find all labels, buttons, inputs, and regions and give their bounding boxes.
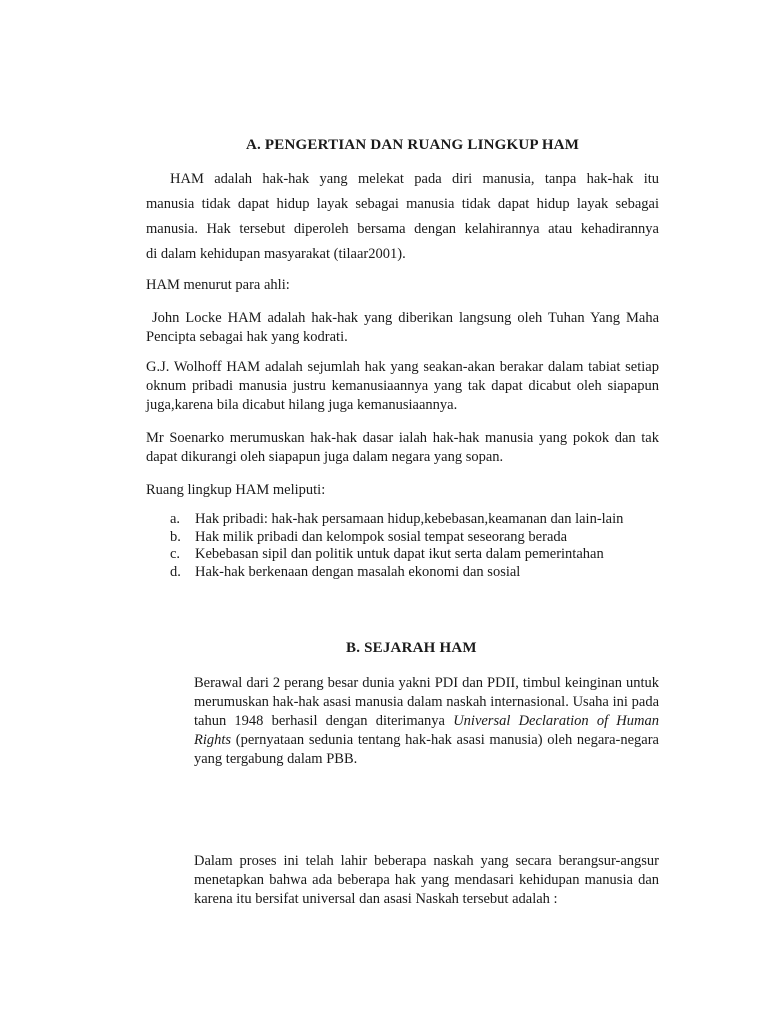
intro-line: manusia. Hak tersebut diperoleh bersama dengan kelahirannya atau kehadirannya [146, 221, 659, 237]
list-marker: d. [170, 563, 181, 580]
soenarko-paragraph: Mr Soenarko merumuskan hak-hak dasar ialah hak-hak manusia yang pokok dan tak dapat dikurangi oleh siapapun juga dalam negara yang sopan. [146, 430, 659, 465]
list-item-text: Kebebasan sipil dan politik untuk dapat ikut serta dalam pemerintahan [195, 546, 604, 562]
locke-paragraph: John Locke HAM adalah hak-hak yang diberikan langsung oleh Tuhan Yang Maha Pencipta sebagai hak yang kodrati. [146, 310, 663, 345]
intro-line: manusia tidak dapat hidup layak sebagai manusia tidak dapat hidup layak sebagai [146, 196, 659, 212]
experts-label: HAM menurut para ahli: [146, 277, 290, 293]
section-a-heading: A. PENGERTIAN DAN RUANG LINGKUP HAM [246, 137, 580, 153]
section-a-intro [146, 167, 659, 267]
list-marker: a. [170, 511, 181, 527]
scope-label: Ruang lingkup HAM meliputi: [146, 482, 326, 498]
scope-list [170, 511, 670, 581]
list-item-text: Hak pribadi: hak-hak persamaan hidup,kebebasan,keamanan dan lain-lain [195, 511, 624, 527]
documents-paragraph: Dalam proses ini telah lahir beberapa naskah yang secara berangsur-angsur menetapkan bahwa ada beberapa hak yang mendasari kehidupan manusia dan karena itu bersifat universal dan asasi Naskah tersebut adalah : [194, 853, 659, 907]
intro-line: HAM adalah hak-hak yang melekat pada diri manusia, tanpa hak-hak itu [170, 171, 659, 187]
history-text-start: Berawal dari 2 perang besar dunia yakni PDI dan PDII, timbul keinginan untuk merumuskan hak-hak asasi manusia dalam naskah internasional. Usaha ini pada tahun 1948 berhasil dengan diterimanya [194, 675, 659, 729]
list-marker: c. [170, 546, 181, 562]
history-paragraph [194, 674, 659, 769]
list-item [170, 564, 670, 582]
intro-line: di dalam kehidupan masyarakat (tilaar2001). [146, 246, 406, 262]
section-b-heading: B. SEJARAH HAM [346, 640, 477, 656]
history-text-end: (pernyataan sedunia tentang hak-hak asasi manusia) oleh negara-negara yang tergabung dalam PBB. [194, 732, 659, 767]
list-marker: b. [170, 528, 181, 545]
list-item [170, 529, 670, 547]
list-item-text: Hak milik pribadi dan kelompok sosial tempat seseorang berada [195, 528, 568, 545]
list-item [170, 511, 670, 529]
list-item-text: Hak-hak berkenaan dengan masalah ekonomi dan sosial [195, 563, 521, 580]
udhr-title: Universal Declaration of Human Rights [194, 713, 659, 748]
list-item [170, 546, 670, 564]
wolhoff-paragraph: G.J. Wolhoff HAM adalah sejumlah hak yang seakan-akan berakar dalam tabiat setiap oknum pribadi manusia justru kemanusiaannya yang tak dapat dicabut oleh siapapun juga,karena bila dicabut hilang juga kemanusiaannya. [146, 359, 659, 413]
